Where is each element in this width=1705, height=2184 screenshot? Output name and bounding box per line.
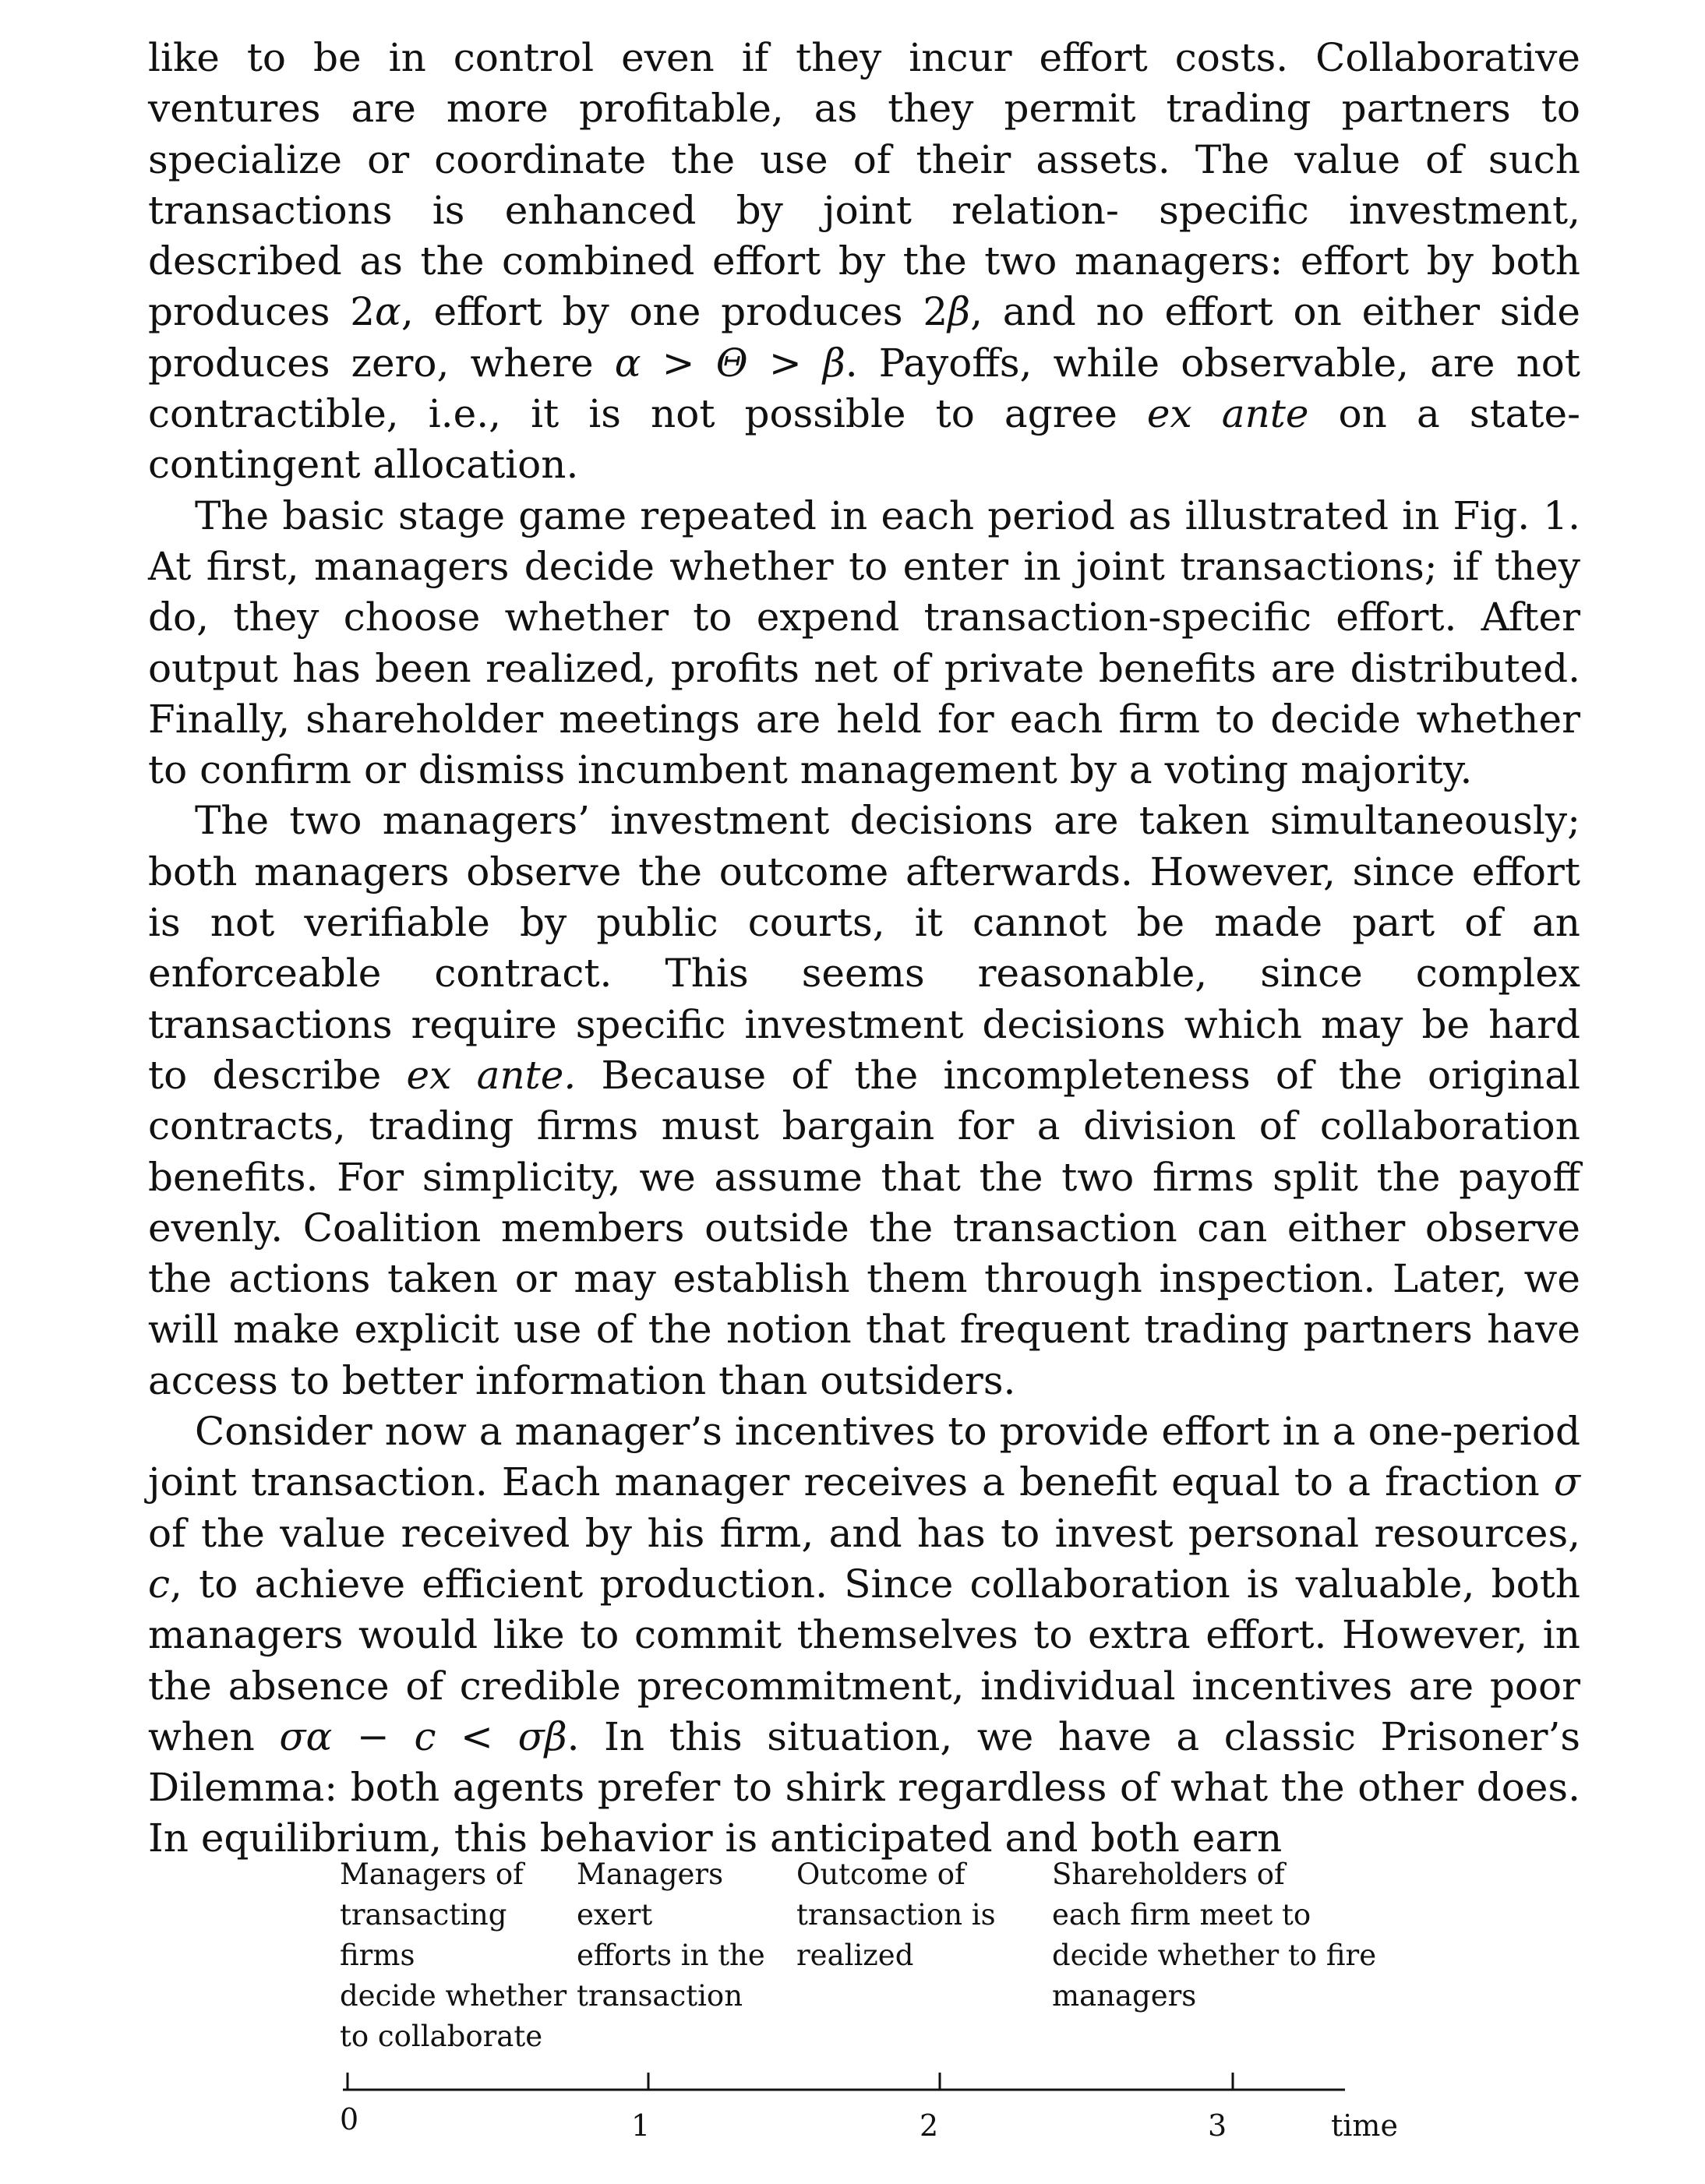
axis-label-time: time [1331,2108,1398,2143]
tick-label-1: 1 [631,2108,651,2143]
stage-0-label: Managers of transacting firms decide whether to collaborate [340,1858,567,2053]
text-run: The basic stage game repeated in each period as illustrated in Fig. 1. At first, managers decide whether to enter in joint transactions; if they do, they choose whether to expend transaction-specific effort. After output has been realized, profits net of private benefits are distributed. Finally, shareholder meetings are held for each firm to decide whether to confirm or dismiss incumbent management by a voting majority. [148,492,1580,793]
italic-text: σ [1553,1459,1580,1505]
text-run: . In this situation, we have a classic Prisoner’s Dilemma: both agents prefer to shirk regardless of what the other does. In equilibrium, this behavior is anticipated and both earn [148,1713,1581,1861]
stage-2-label: Outcome of transaction is realized [796,1858,996,1972]
text-run: , and no effort on either side produces zero, where [148,289,1580,386]
paragraph-2 [148,491,1580,796]
paragraph-1 [148,33,1580,491]
text-run: Consider now a manager’s incentives to provide effort in a one-period joint transaction. Each manager receives a benefit equal to a fraction [148,1409,1580,1505]
text-run: The two managers’ investment decisions are taken simultaneously; both managers observe the outcome afterwards. However, since effort is not verifiable by public courts, it cannot be made part of an enforceable contract. This seems reasonable, since complex transactions require specific investment decisions which may be hard to describe [148,798,1580,1098]
text-run: of the value received by his firm, and has to invest personal resources, [148,1510,1580,1556]
text-run: < [436,1713,518,1759]
italic-text: c [414,1713,436,1759]
text-run: . Payoffs, while observable, are not contractible, i.e., it is not possible to agree [148,340,1580,437]
italic-text: c [148,1561,171,1607]
tick-label-3: 3 [1208,2108,1227,2143]
italic-text: β [822,340,845,386]
text-run: Because of the incompleteness of the original contracts, trading firms must bargain for a division of collaboration benefits. For simplicity, we assume that the two firms split the payoff evenly. Coalition members outside the transaction can either observe the actions taken or may establish them through inspection. Later, we will make explicit use of the notion that frequent trading partners have access to better information than outsiders. [148,1052,1580,1403]
text-run: like to be in control even if they incur effort costs. Collaborative ventures are more profitable, as they permit trading partners to specialize or coordinate the use of their assets. The value of such transactions is enhanced by joint relation- specific investment, described as the combined effort by the two managers: effort by both produces 2 [148,35,1580,335]
text-run: − [332,1713,415,1759]
italic-text: ex ante [1146,391,1309,437]
body-text [148,33,1580,1865]
tick-label-2: 2 [920,2108,939,2143]
text-run: on a state-contingent allocation. [148,391,1580,488]
italic-text: α [375,289,401,335]
italic-text: β [948,289,971,335]
paragraph-3 [148,796,1580,1406]
tick-label-0: 0 [340,2102,359,2136]
text-run: , to achieve efficient production. Since collaboration is valuable, both managers would like to commit themselves to extra effort. However, in the absence of credible precommitment, individual incentives are poor when [148,1561,1580,1759]
italic-text: σα [279,1713,333,1759]
stage-1-label: Managers exert efforts in the transaction [577,1858,765,2013]
italic-text: Θ [715,340,748,386]
text-run: > [641,340,716,386]
text-run: > [747,340,823,386]
stage-3-label: Shareholders of each firm meet to decide whether to fire managers [1052,1858,1377,2013]
paragraph-4 [148,1406,1580,1865]
text-run: , effort by one produces 2 [401,289,948,335]
italic-text: α [614,340,641,386]
italic-text: ex ante. [406,1052,577,1098]
italic-text: σβ [517,1713,567,1759]
